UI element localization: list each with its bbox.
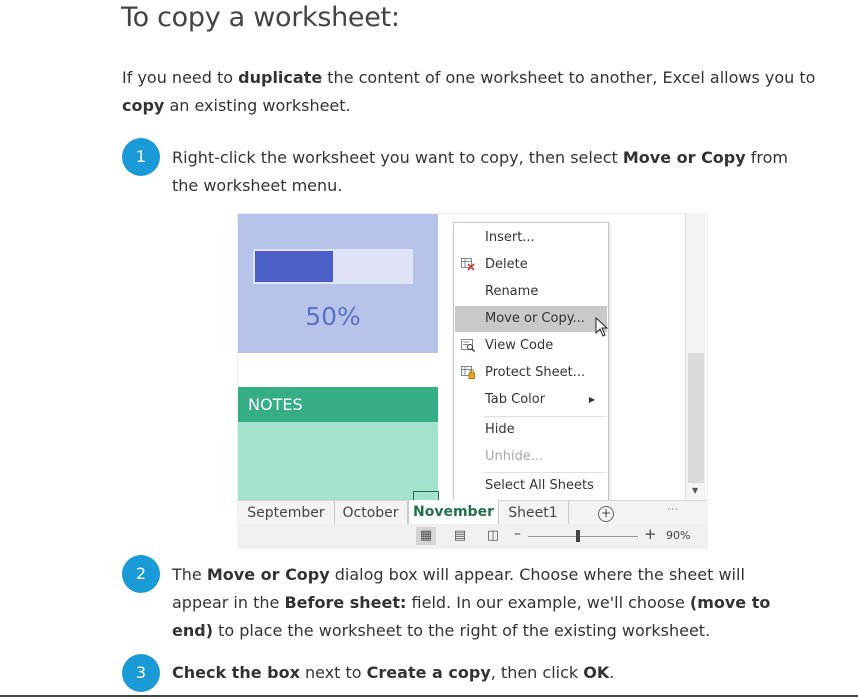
page-title: To copy a worksheet: (121, 2, 400, 33)
tab-split-handle-icon[interactable]: ⋮ (666, 503, 680, 515)
zoom-out-icon[interactable]: – (514, 526, 521, 542)
normal-view-icon[interactable]: ▦ (416, 527, 436, 545)
menu-item-select-all-sheets[interactable]: Select All Sheets (485, 478, 594, 493)
view-code-icon (461, 339, 475, 352)
menu-item-unhide: Unhide... (485, 449, 544, 464)
add-sheet-icon[interactable]: + (598, 506, 614, 522)
zoom-slider-knob[interactable] (576, 530, 580, 542)
progress-bar-fill (255, 251, 333, 282)
menu-item-hide[interactable]: Hide (485, 422, 515, 437)
vertical-scrollbar[interactable] (685, 214, 706, 500)
menu-item-insert[interactable]: Insert... (485, 230, 535, 245)
tab-october[interactable]: October (334, 501, 408, 525)
scrollbar-thumb[interactable] (688, 353, 704, 483)
menu-item-delete[interactable]: Delete (455, 252, 607, 278)
menu-item-protect-sheet[interactable]: Protect Sheet... (455, 360, 607, 386)
excel-screenshot (237, 213, 708, 549)
step-3-text: Check the box next to Create a copy, then click OK. (172, 663, 615, 682)
zoom-in-icon[interactable]: + (644, 525, 657, 543)
zoom-slider[interactable] (528, 536, 638, 537)
tab-november[interactable]: November (408, 500, 499, 526)
intro-paragraph: If you need to duplicate the content of one worksheet to another, Excel allows you to copy an existing worksheet. (122, 68, 816, 115)
notes-header: NOTES (238, 387, 438, 422)
tab-september[interactable]: September (238, 501, 335, 525)
step-3-badge: 3 (122, 654, 160, 692)
zoom-level[interactable]: 90% (666, 529, 691, 542)
tab-sheet1[interactable]: Sheet1 (498, 501, 569, 525)
step-1-badge: 1 (122, 138, 160, 176)
step-1-text: Right-click the worksheet you want to copy, then select Move or Copy from the worksheet menu. (172, 148, 789, 195)
menu-item-view-code[interactable]: View Code (455, 333, 607, 359)
progress-panel (238, 214, 438, 353)
page-break-view-icon[interactable]: ◫ (486, 528, 500, 543)
page-layout-view-icon[interactable]: ▤ (453, 528, 467, 543)
bottom-divider (0, 695, 858, 697)
status-bar (238, 524, 707, 548)
progress-bar (253, 249, 413, 284)
sheet-tab-bar (238, 500, 707, 525)
protect-sheet-icon (461, 366, 475, 379)
menu-item-rename[interactable]: Rename (485, 284, 539, 299)
scroll-down-icon[interactable]: ▼ (692, 486, 699, 495)
progress-percent: 50% (305, 302, 361, 331)
notes-area (238, 422, 438, 500)
step-2-text: The Move or Copy dialog box will appear. Choose where the sheet will appear in the Before sheet: field. In our example, we'll choose (move to end) to place the worksheet to the right of the existing worksheet. (172, 565, 771, 640)
delete-sheet-icon (461, 258, 475, 271)
context-menu (453, 222, 609, 502)
submenu-arrow-icon: ▶ (588, 395, 595, 404)
step-2-badge: 2 (122, 555, 160, 593)
menu-item-tab-color[interactable]: Tab Color ▶ (455, 387, 607, 413)
menu-item-move-or-copy[interactable]: Move or Copy... (455, 306, 607, 332)
